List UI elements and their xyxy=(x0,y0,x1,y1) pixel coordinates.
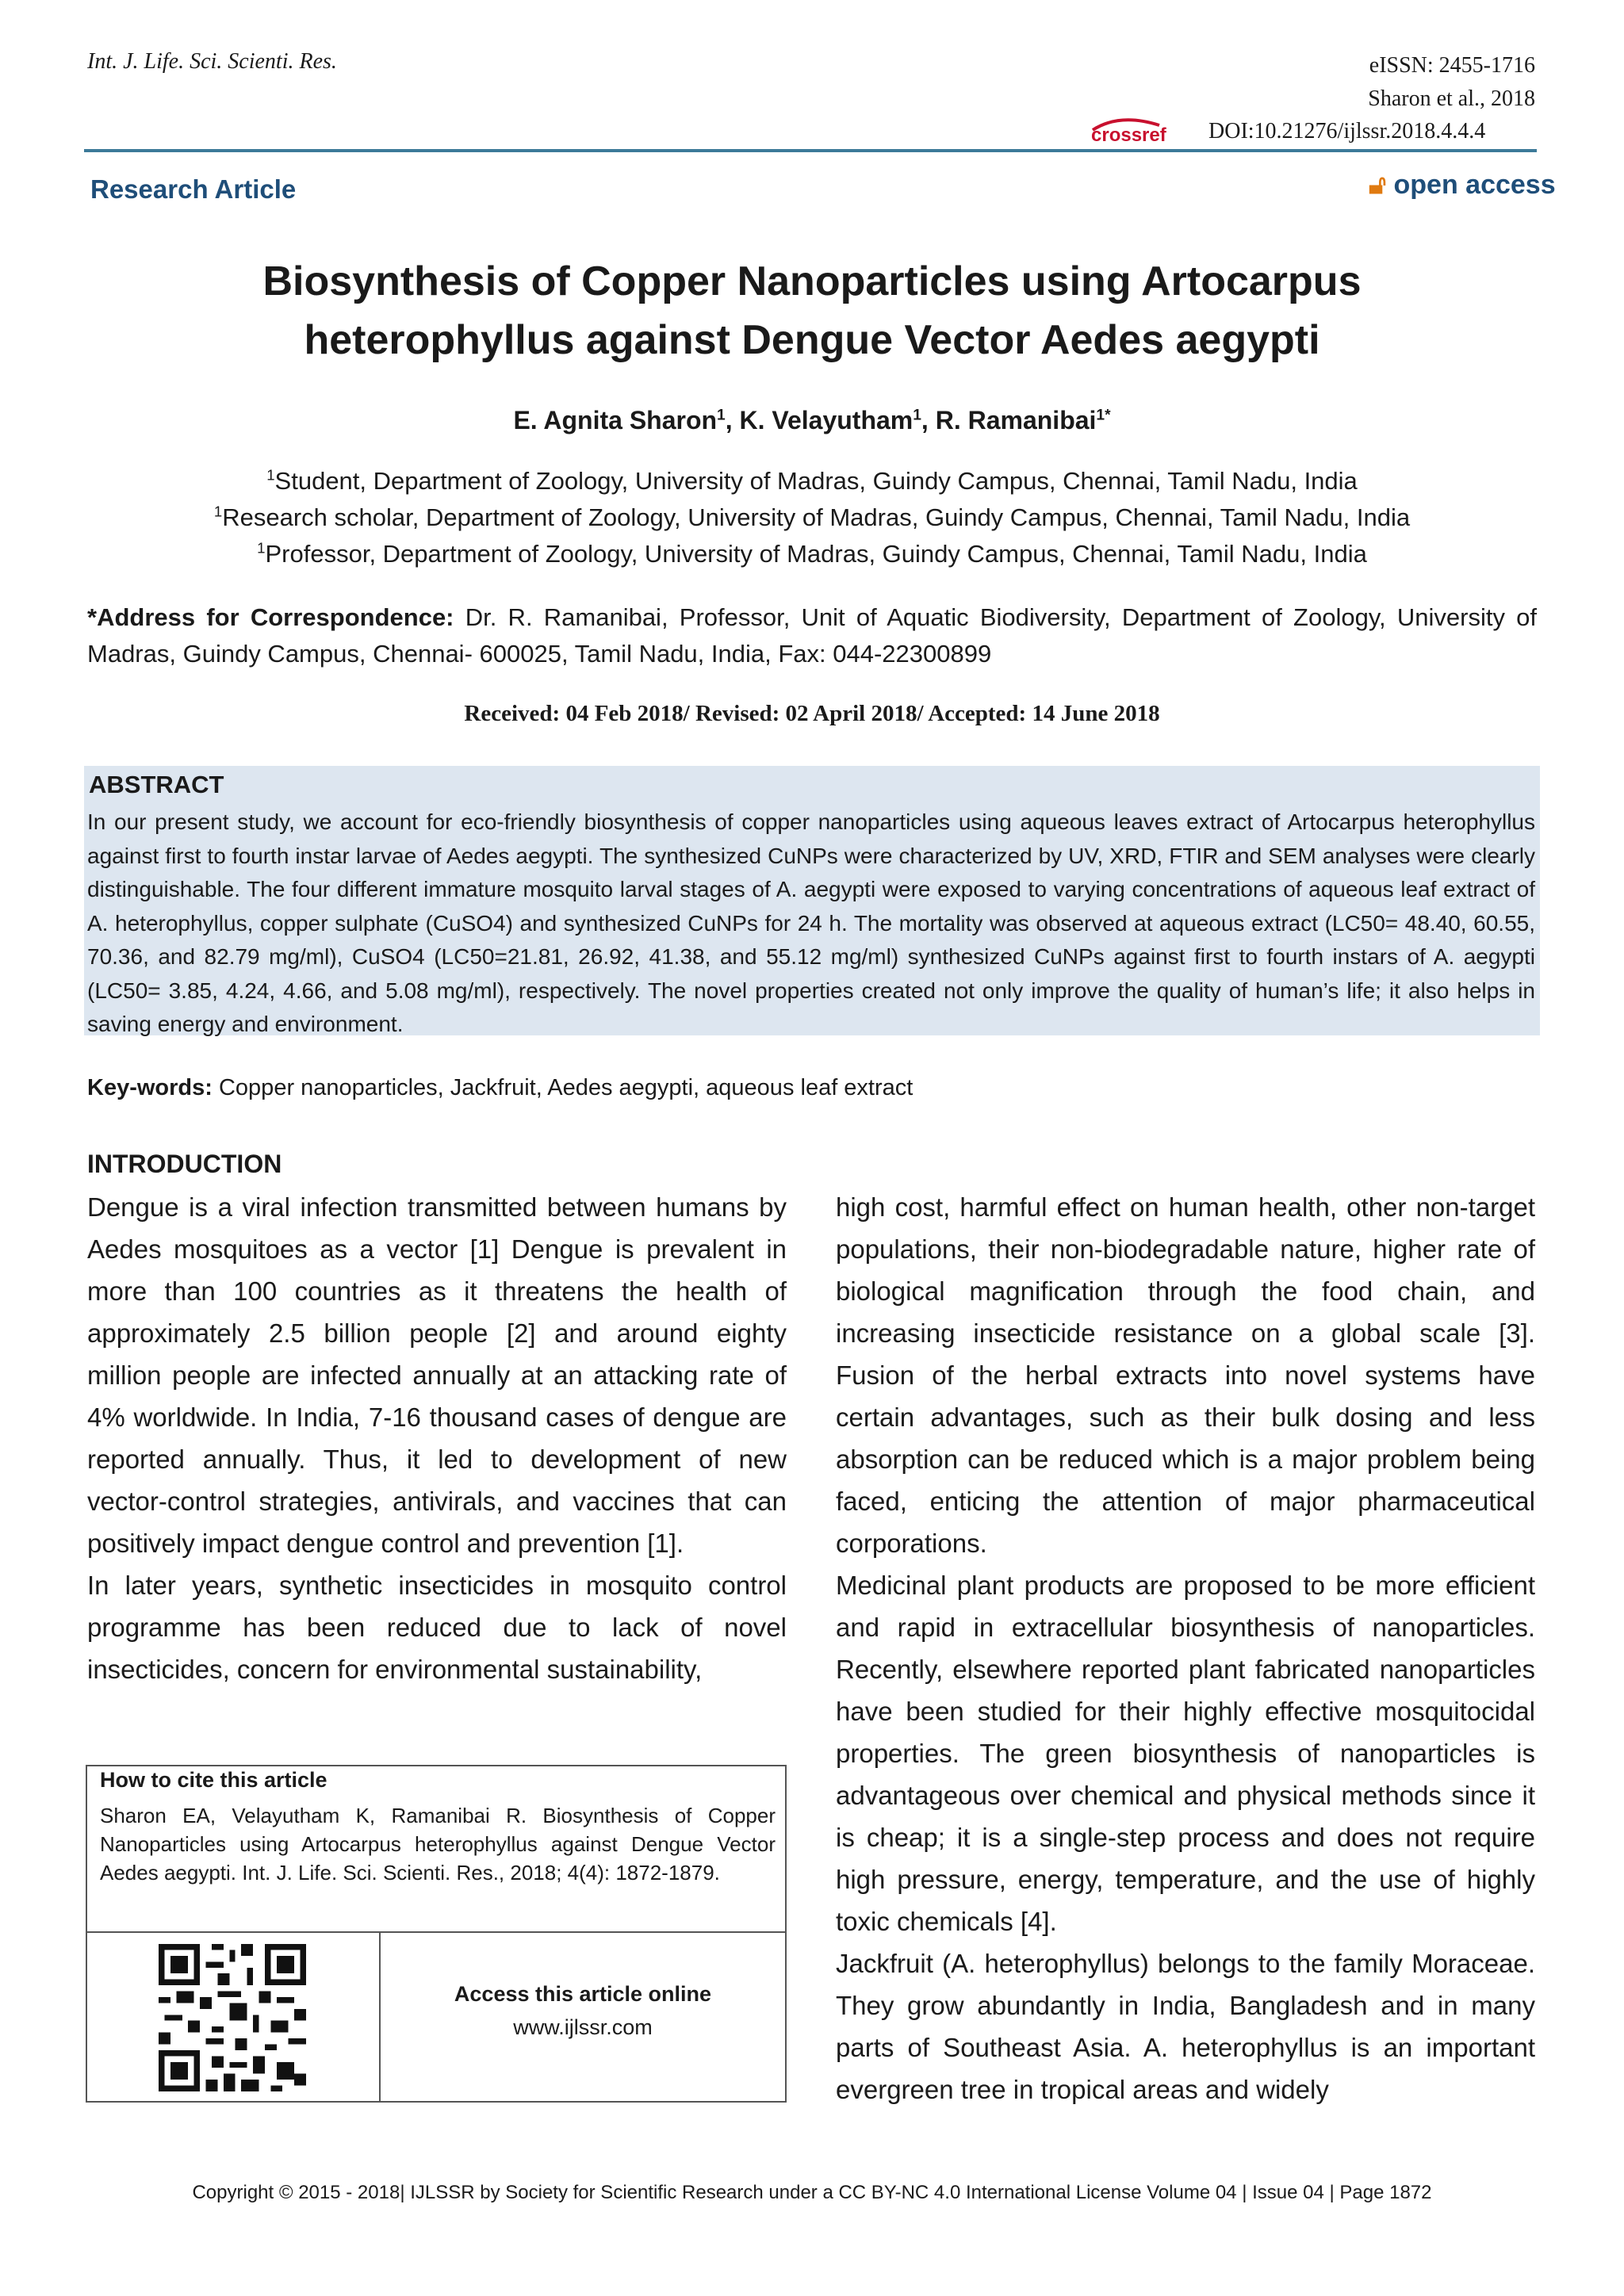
author-1-sup: 1 xyxy=(717,407,726,424)
left-column xyxy=(87,1186,787,1690)
author-1: E. Agnita Sharon xyxy=(513,406,718,434)
abstract-heading: ABSTRACT xyxy=(89,771,224,798)
right-column xyxy=(836,1186,1535,2110)
author-2-sup: 1 xyxy=(913,407,921,424)
correspondence-label: *Address for Correspondence: xyxy=(87,603,454,631)
author-year: Sharon et al., 2018 xyxy=(1368,86,1535,111)
footer: Copyright © 2015 - 2018| IJLSSR by Society for Scientific Research under a CC BY-NC 4.0 International License Volume 04 | Issue 04 | Page 1872 xyxy=(192,2182,1432,2203)
eissn: eISSN: 2455-1716 xyxy=(1369,53,1535,78)
open-access-logo xyxy=(1369,170,1556,201)
abstract-text: In our present study, we account for eco-friendly biosynthesis of copper nanoparticles using aqueous leaves extract of Artocarpus heterophyllus against first to fourth instar larvae of Aedes aegypti. The synthesized CuNPs were characterized by UV, XRD, FTIR and SEM analyses were clearly distinguishable. The four different immature mosquito larval stages of A. aegypti were exposed to varying concentrations of aqueous leaf extract of A. heterophyllus, copper sulphate (CuSO4) and synthesized CuNPs for 24 h. The mortality was observed at aqueous extract (LC50= 48.40, 60.55, 70.36, and 82.79 mg/ml), CuSO4 (LC50=21.81, 26.92, 41.38, and 55.12 mg/ml) synthesized CuNPs against first to fourth instars of A. aegypti (LC50= 3.85, 4.24, 4.66, and 5.08 mg/ml), respectively. The novel properties created not only improve the quality of human’s life; it also helps in saving energy and environment. xyxy=(87,809,1535,1036)
correspondence-text: Dr. R. Ramanibai, Professor, Unit of Aquatic Biodiversity, Department of Zoology, University of Madras, Guindy Campus, Chennai- 600025, Tamil Nadu, India, Fax: 044-22300899 xyxy=(87,603,1538,668)
intro-paragraph-1: Dengue is a viral infection transmitted between humans by Aedes mosquitoes as a vector [1] Dengue is prevalent in more than 100 countries as it threatens the health of approximately 2.5 billion people [2] and around eighty million people are infected annually at an attacking rate of 4% worldwide. In India, 7-16 thousand cases of dengue are reported annually. Thus, it led to development of new vector-control strategies, antivirals, and vaccines that can positively impact dengue control and prevention [1]. xyxy=(87,1192,787,1558)
article-title xyxy=(127,252,1497,369)
keywords-text: Copper nanoparticles, Jackfruit, Aedes aegypti, aqueous leaf extract xyxy=(218,1075,914,1100)
access-url-link[interactable]: www.ijlssr.com xyxy=(513,2015,653,2039)
affiliation-1: $^1$Student, Department of Zoology, University of Madras, Guindy Campus, Chennai, Tamil Nadu, India xyxy=(266,466,1358,495)
affiliation-3: $^1$Professor, Department of Zoology, University of Madras, Guindy Campus, Chennai, Tamil Nadu, India xyxy=(257,539,1367,568)
intro-paragraph-2: In later years, synthetic insecticides in mosquito control programme has been reduced due to lack of novel insecticides, concern for environmental sustainability, xyxy=(87,1571,787,1684)
doi[interactable]: DOI:10.21276/ijlssr.2018.4.4.4 xyxy=(1208,119,1486,144)
author-3-sup: 1* xyxy=(1096,407,1111,424)
access-heading: Access this article online xyxy=(454,1982,712,2006)
crossref-logo-cross: crossref xyxy=(1091,124,1166,144)
citation-text: Sharon EA, Velayutham K, Ramanibai R. Biosynthesis of Copper Nanoparticles using Artocarpus heterophyllus against Dengue Vector Aedes aegypti. Int. J. Life. Sci. Scienti. Res., 2018; 4(4): 1872-1879. xyxy=(100,1804,776,1885)
author-2: K. Velayutham xyxy=(739,406,914,434)
header-right xyxy=(1368,49,1535,116)
introduction-heading: INTRODUCTION xyxy=(87,1150,282,1178)
qr-code-icon[interactable] xyxy=(159,1944,306,2091)
header-rule xyxy=(84,149,1537,152)
affiliation-2: $^1$Research scholar, Department of Zoology, University of Madras, Guindy Campus, Chennai, Tamil Nadu, India xyxy=(213,503,1411,531)
journal-name: Int. J. Life. Sci. Scienti. Res. xyxy=(87,49,337,74)
title-line-1: Biosynthesis of Copper Nanoparticles using Artocarpus xyxy=(262,258,1362,304)
intro-paragraph-5: Jackfruit (A. heterophyllus) belongs to the family Moraceae. They grow abundantly in India, Bangladesh and in many parts of Southeast Asia. A. heterophyllus is an important evergreen tree in tropical areas and widely xyxy=(836,1949,1535,2104)
open-access-text: open access xyxy=(1393,170,1556,200)
section-label: Research Article xyxy=(90,174,297,204)
citation-heading: How to cite this article xyxy=(100,1768,327,1792)
affiliations xyxy=(127,463,1497,572)
title-line-2: heterophyllus against Dengue Vector Aedes aegypti xyxy=(304,317,1320,363)
article-dates: Received: 04 Feb 2018/ Revised: 02 April 2018/ Accepted: 14 June 2018 xyxy=(464,701,1160,726)
keywords-label: Key-words: xyxy=(87,1075,213,1100)
crossref-logo xyxy=(1088,111,1199,144)
correspondence xyxy=(87,599,1537,672)
author-3: R. Ramanibai xyxy=(935,406,1097,434)
intro-paragraph-4: Medicinal plant products are proposed to be more efficient and rapid in extracellular biosynthesis of nanoparticles. Recently, elsewhere reported plant fabricated nanoparticles have been studied for their highly effective mosquitocidal properties. The green biosynthesis of nanoparticles is advantageous over chemical and physical methods since it is cheap; it is a single-step process and does not require high pressure, energy, temperature, and the use of highly toxic chemicals [4]. xyxy=(836,1571,1535,1936)
open-lock-icon: 🔓︎ xyxy=(1369,170,1387,200)
intro-paragraph-3: high cost, harmful effect on human health, other non-target populations, their non-biodegradable nature, higher rate of biological magnification through the food chain, and increasing insecticide resistance on a global scale [3]. Fusion of the herbal extracts into novel systems have certain advantages, such as their bulk dosing and less absorption can be reduced which is a major problem being faced, enticing the attention of major pharmaceutical corporations. xyxy=(836,1192,1535,1558)
authors: E. Agnita Sharon$^1$, K. Velayutham$^1$, R. Ramanibai$^{1*}$ xyxy=(513,406,1111,434)
keywords xyxy=(87,1075,913,1101)
